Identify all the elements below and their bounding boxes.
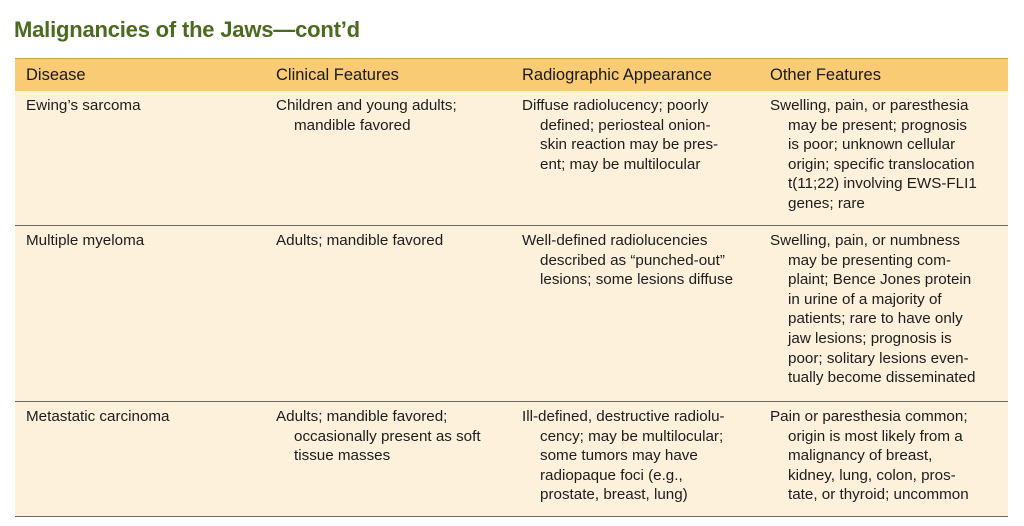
cell-line: Metastatic carcinoma [26,408,170,425]
cell-line: Ill-defined, destructive radiolu- [522,408,725,425]
cell-line: origin is most likely from a [788,427,963,445]
table-header-row [15,59,1008,91]
disease-cell [15,226,265,401]
cell-line: described as “punched-out” [540,251,725,269]
other-features-cell [760,402,1008,516]
clinical-features-cell [265,91,512,225]
cell-line: may be presenting com- [788,251,951,269]
cell-line: jaw lesions; prognosis is [788,329,952,347]
cell-line: Swelling, pain, or numbness [770,232,960,249]
table-row [15,225,1008,401]
page-title: Malignancies of the Jaws—cont’d [14,17,360,42]
cell-line: ent; may be multilocular [540,155,701,173]
cell-line: Swelling, pain, or paresthesia [770,97,969,114]
cell-line: t(11;22) involving EWS-FLI1 [788,175,977,193]
cell-line: Adults; mandible favored [276,232,444,249]
cell-line: defined; periosteal onion- [540,116,711,134]
cell-line: Children and young adults; [276,97,457,114]
cell-line: Adults; mandible favored; [276,408,448,425]
cell-line: tissue masses [294,447,391,465]
cell-line: cency; may be multilocular; [540,427,724,445]
disease-cell [15,402,265,516]
table-row [15,401,1008,516]
table-row [15,91,1008,225]
cell-line: skin reaction may be pres- [540,136,719,154]
cell-line: tate, or thyroid; uncommon [788,486,969,504]
header-radiographic-appearance: Radiographic Appearance [522,66,712,84]
clinical-features-cell [265,226,512,401]
cell-line: Diffuse radiolucency; poorly [522,97,709,114]
cell-line: Multiple myeloma [26,232,145,249]
cell-line: Well-defined radiolucencies [522,232,708,249]
cell-line: patients; rare to have only [788,310,963,328]
cell-line: mandible favored [294,116,411,134]
cell-line: is poor; unknown cellular [788,136,956,154]
cell-line: Ewing’s sarcoma [26,97,141,114]
radiographic-appearance-cell [512,226,760,401]
table-body [15,91,1008,516]
radiographic-appearance-cell [512,402,760,516]
table-bottom-rule [15,516,1008,517]
cell-line: Pain or paresthesia common; [770,408,968,425]
cell-line: kidney, lung, colon, pros- [788,466,956,484]
malignancies-table [15,58,1008,517]
cell-line: radiopaque foci (e.g., [540,466,683,484]
other-features-cell [760,91,1008,225]
cell-line: tually become disseminated [788,369,976,387]
cell-line: prostate, breast, lung) [540,486,688,504]
cell-line: genes; rare [788,194,865,212]
cell-line: malignancy of breast, [788,447,933,465]
cell-line: origin; specific translocation [788,155,975,173]
radiographic-appearance-cell [512,91,760,225]
clinical-features-cell [265,402,512,516]
cell-line: lesions; some lesions diffuse [540,271,734,289]
cell-line: some tumors may have [540,447,698,465]
cell-line: may be present; prognosis [788,116,967,134]
header-clinical-features: Clinical Features [276,66,399,84]
cell-line: occasionally present as soft [294,427,481,445]
disease-cell [15,91,265,225]
cell-line: poor; solitary lesions even- [788,349,969,367]
header-other-features: Other Features [770,66,881,84]
cell-line: in urine of a majority of [788,290,942,308]
other-features-cell [760,226,1008,401]
cell-line: plaint; Bence Jones protein [788,271,972,289]
header-disease: Disease [26,66,86,84]
